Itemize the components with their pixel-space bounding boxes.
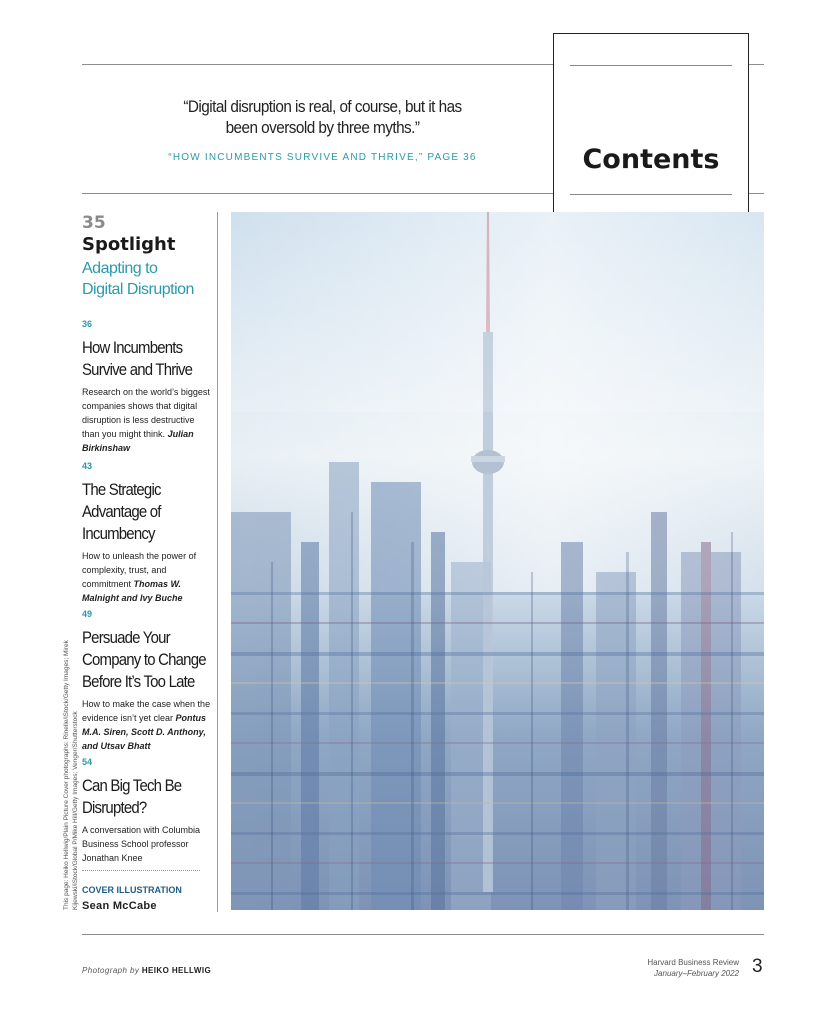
article-page-number: 49 — [82, 609, 93, 619]
article-dek: A conversation with Columbia Business School professor Jonathan Knee — [82, 825, 201, 863]
article-description — [82, 385, 214, 455]
photo-byline — [82, 966, 211, 975]
article-entry-3[interactable] — [82, 609, 214, 753]
article-title-line: Survive and Thrive — [82, 360, 193, 379]
article-title — [82, 479, 214, 545]
article-title — [82, 627, 214, 693]
article-author: Thomas W. Malnight and Ivy Buche — [82, 579, 183, 603]
article-page-number: 36 — [82, 319, 93, 329]
sidebar-divider — [217, 212, 218, 912]
spotlight-page-number: 35 — [82, 213, 106, 233]
page-number: 3 — [752, 956, 763, 977]
article-dek: How to unleash the power of complexity, trust, and commitment — [82, 551, 197, 589]
spotlight-subtitle — [82, 258, 212, 300]
article-title-line: How Incumbents — [82, 338, 183, 357]
article-page-number: 43 — [82, 461, 93, 471]
article-dek: How to make the case when the evidence isn’t yet clear — [82, 699, 211, 723]
skyline-photo-art — [231, 212, 764, 910]
pull-quote-line-2: been oversold by three myths.” — [225, 118, 420, 137]
magazine-name: Harvard Business Review — [647, 958, 739, 967]
masthead-rule-top — [570, 65, 732, 66]
article-entry-1[interactable] — [82, 319, 214, 455]
skyline-photograph — [231, 212, 764, 910]
article-author: Julian Birkinshaw — [82, 429, 194, 453]
photographer-name: HEIKO HELLWIG — [141, 966, 212, 975]
article-title — [82, 337, 214, 381]
article-title-line: Incumbency — [82, 524, 155, 543]
article-title-line: Company to Change — [82, 650, 206, 669]
magazine-folio — [647, 957, 739, 979]
article-title-line: Can Big Tech Be — [82, 776, 182, 795]
cover-illustrator-name: Sean McCabe — [82, 900, 157, 912]
article-title — [82, 775, 214, 819]
spotlight-subtitle-line-2: Digital Disruption — [82, 281, 194, 298]
photo-byline-prefix: Photograph by — [82, 966, 142, 975]
spotlight-subtitle-line-1: Adapting to — [82, 260, 158, 277]
bottom-rule — [82, 934, 764, 935]
article-dek: Research on the world’s biggest companies shows that digital disruption is less destructive than you might think. — [82, 387, 210, 439]
photo-credits: This page: Heiko Hellwig/Plain Picture Cover photographs: Rinelle/iStock/Getty Images; Mirek Kijewski/iStock/Global P/Mike Hill/Getty Images; Venger/Shutterstock — [63, 640, 79, 910]
cover-illustration-label: COVER ILLUSTRATION — [82, 885, 182, 895]
article-entry-4[interactable] — [82, 757, 214, 865]
contents-title: Contents — [582, 144, 720, 175]
article-entry-2[interactable] — [82, 461, 214, 605]
article-author: Pontus M.A. Siren, Scott D. Anthony, and Utsav Bhatt — [82, 713, 207, 751]
article-title-line: Disrupted? — [82, 798, 147, 817]
article-title-line: Before It’s Too Late — [82, 672, 195, 691]
folio-issue-date: January–February 2022 — [654, 969, 739, 978]
article-page-number: 54 — [82, 757, 93, 767]
article-description — [82, 549, 214, 605]
spotlight-header[interactable] — [82, 213, 212, 300]
article-title-line: The Strategic — [82, 480, 161, 499]
cover-divider — [82, 870, 200, 871]
article-description — [82, 697, 214, 753]
masthead-rule-bottom — [570, 194, 732, 195]
spotlight-label: Spotlight — [82, 234, 176, 255]
article-title-line: Advantage of — [82, 502, 161, 521]
article-description — [82, 823, 214, 865]
article-title-line: Persuade Your — [82, 628, 170, 647]
pull-quote-line-1: “Digital disruption is real, of course, but it has — [183, 97, 462, 116]
pull-quote-source[interactable]: “HOW INCUMBENTS SURVIVE AND THRIVE,” PAGE 36 — [168, 152, 477, 163]
pull-quote — [167, 96, 478, 138]
